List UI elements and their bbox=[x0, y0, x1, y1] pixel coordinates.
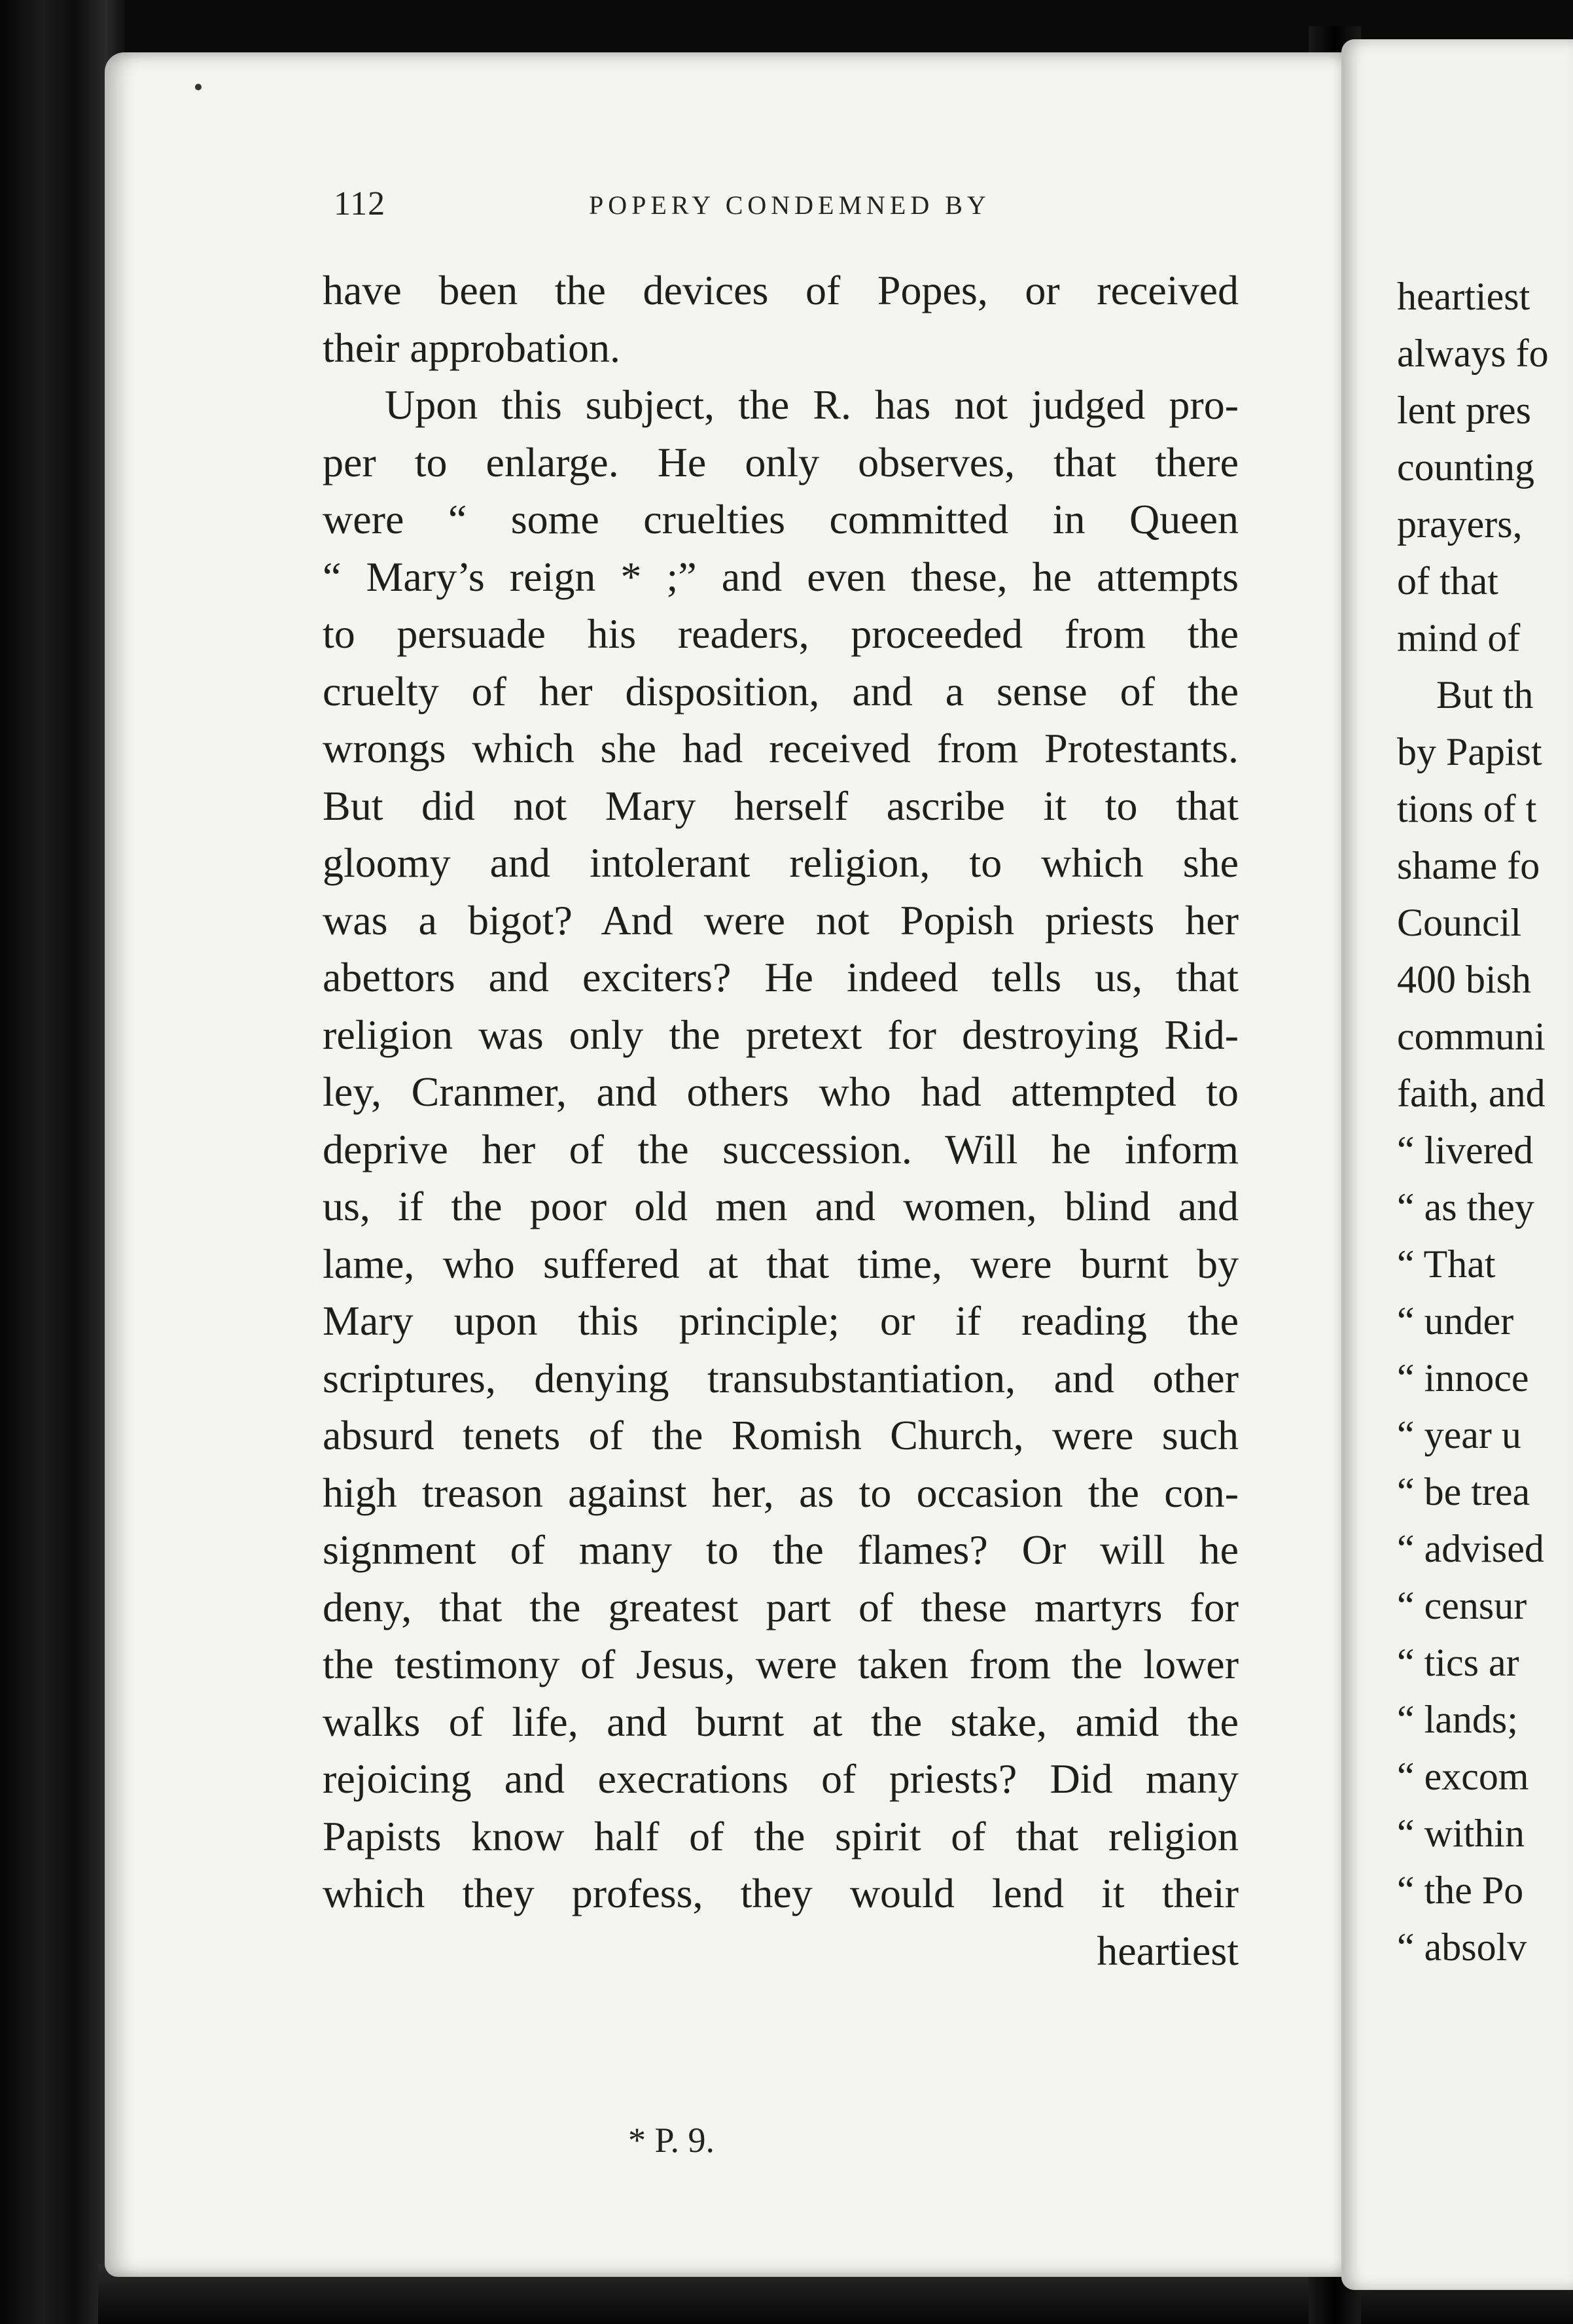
text-line: faith, and bbox=[1397, 1072, 1546, 1115]
text-line: abettors and exciters? He indeed tells us, that bbox=[323, 954, 1239, 1000]
text-line: absurd tenets of the Romish Church, were such bbox=[323, 1412, 1239, 1458]
text-line: rejoicing and execrations of priests? Did many bbox=[323, 1755, 1239, 1802]
text-line: “ absolv bbox=[1397, 1926, 1527, 1969]
text-line: to persuade his readers, proceeded from the bbox=[323, 610, 1239, 657]
text-line: was a bigot? And were not Popish priests her bbox=[323, 896, 1239, 943]
text-line: the testimony of Jesus, were taken from the lower bbox=[323, 1641, 1239, 1687]
text-line: religion was only the pretext for destroying Rid- bbox=[323, 1011, 1239, 1058]
text-line: “ excom bbox=[1397, 1755, 1529, 1798]
text-line: which they profess, they would lend it their bbox=[323, 1870, 1239, 1916]
text-line: “ the Po bbox=[1397, 1869, 1524, 1912]
text-line: wrongs which she had received from Protestants. bbox=[323, 725, 1239, 771]
text-line: “ That bbox=[1397, 1242, 1496, 1286]
text-line: their approbation. bbox=[323, 324, 620, 371]
text-line: “ tics ar bbox=[1397, 1641, 1519, 1684]
text-line: deprive her of the succession. Will he inform bbox=[323, 1125, 1239, 1172]
text-line: lame, who suffered at that time, were burnt by bbox=[323, 1240, 1239, 1287]
text-line: “ year u bbox=[1397, 1413, 1521, 1456]
text-line: walks of life, and burnt at the stake, amid the bbox=[323, 1698, 1239, 1745]
text-line: signment of many to the flames? Or will he bbox=[323, 1526, 1239, 1573]
text-line: “ innoce bbox=[1397, 1356, 1529, 1400]
text-line: prayers, bbox=[1397, 502, 1523, 546]
text-line: heartiest bbox=[1397, 275, 1530, 318]
text-line: always fo bbox=[1397, 332, 1549, 375]
text-line: Mary upon this principle; or if reading the bbox=[323, 1297, 1239, 1344]
catchword: heartiest bbox=[1097, 1927, 1239, 1974]
text-line: deny, that the greatest part of these martyrs for bbox=[323, 1583, 1239, 1630]
text-line: were “ some cruelties committed in Queen bbox=[323, 496, 1239, 542]
text-line: shame fo bbox=[1397, 844, 1540, 887]
text-line: Council bbox=[1397, 901, 1521, 944]
text-line: “ lands; bbox=[1397, 1698, 1518, 1741]
text-line: ley, Cranmer, and others who had attempted to bbox=[323, 1068, 1239, 1115]
running-head: POPERY CONDEMNED BY bbox=[589, 190, 991, 220]
text-line: But did not Mary herself ascribe it to that bbox=[323, 782, 1239, 829]
text-line: “ under bbox=[1397, 1299, 1514, 1343]
text-line: of that bbox=[1397, 559, 1498, 603]
page-number: 112 bbox=[334, 185, 386, 222]
text-line: high treason against her, as to occasion the con- bbox=[323, 1469, 1239, 1516]
page-header bbox=[334, 185, 1250, 230]
text-line: communi bbox=[1397, 1015, 1546, 1058]
text-line: Upon this subject, the R. has not judged pro- bbox=[385, 381, 1239, 428]
text-line: per to enlarge. He only observes, that there bbox=[323, 438, 1239, 485]
text-line: “ be trea bbox=[1397, 1470, 1530, 1513]
text-line: lent pres bbox=[1397, 389, 1531, 432]
text-line: us, if the poor old men and women, blind and bbox=[323, 1183, 1239, 1229]
text-line: tions of t bbox=[1397, 787, 1537, 830]
text-line: have been the devices of Popes, or received bbox=[323, 267, 1239, 313]
right-page-body bbox=[1397, 268, 1573, 1976]
footnote: * P. 9. bbox=[628, 2121, 715, 2160]
text-line: Papists know half of the spirit of that religion bbox=[323, 1812, 1239, 1859]
text-line: “ as they bbox=[1397, 1186, 1534, 1229]
text-line: “ advised bbox=[1397, 1527, 1544, 1570]
text-line: scriptures, denying transubstantiation, and other bbox=[323, 1354, 1239, 1401]
ink-speck bbox=[195, 84, 202, 90]
text-line: by Papist bbox=[1397, 730, 1542, 773]
text-line: “ livered bbox=[1397, 1129, 1534, 1172]
text-line: 400 bish bbox=[1397, 958, 1532, 1001]
left-page-body bbox=[323, 262, 1239, 1979]
text-line: “ Mary’s reign * ;” and even these, he attempts bbox=[323, 553, 1239, 600]
text-line: gloomy and intolerant religion, to which she bbox=[323, 839, 1239, 886]
text-line: “ censur bbox=[1397, 1584, 1527, 1627]
text-line: mind of bbox=[1397, 616, 1521, 660]
text-line: counting bbox=[1397, 446, 1534, 489]
text-line: cruelty of her disposition, and a sense of the bbox=[323, 667, 1239, 714]
text-line: “ within bbox=[1397, 1812, 1525, 1855]
text-line: But th bbox=[1436, 673, 1534, 716]
